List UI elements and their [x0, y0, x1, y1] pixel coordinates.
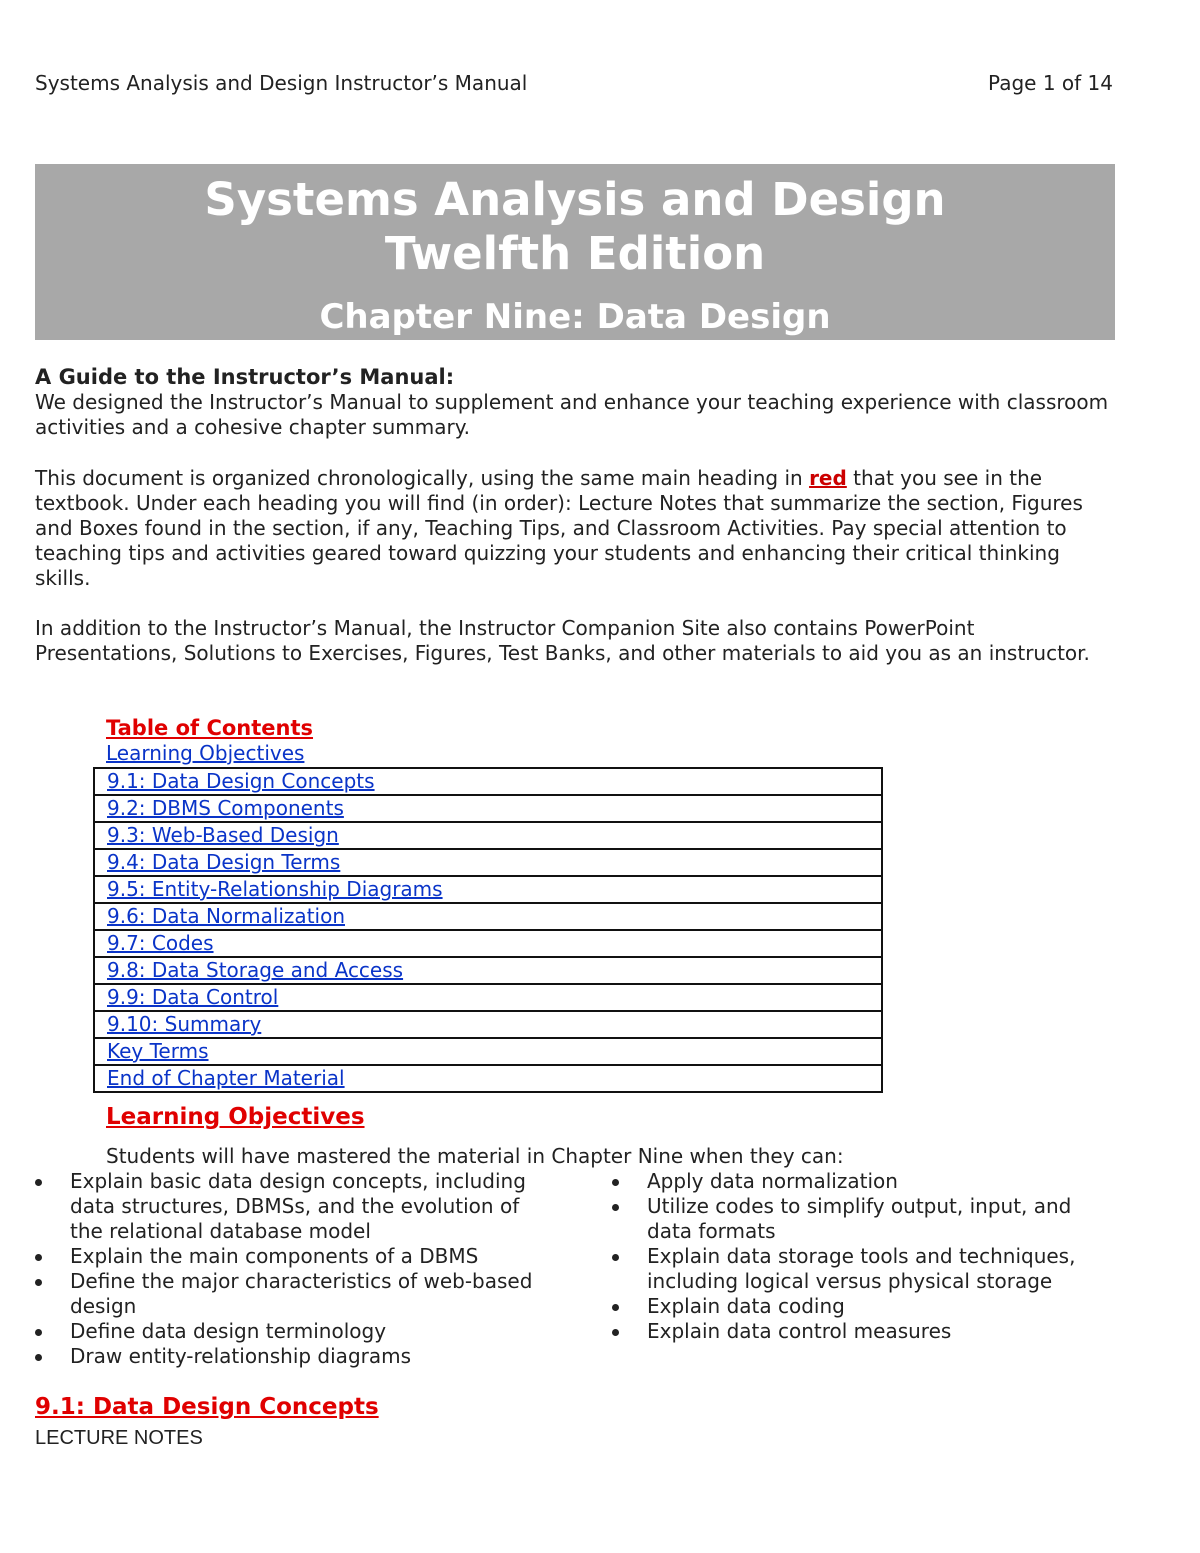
toc-link[interactable]: 9.4: Data Design Terms: [107, 850, 341, 874]
objective-text: Explain basic data design concepts, including data structures, DBMSs, and the evolution of the relational database model: [70, 1169, 526, 1243]
toc-cell: [94, 1011, 882, 1038]
toc-cell: [94, 1065, 882, 1092]
toc-link[interactable]: End of Chapter Material: [107, 1066, 345, 1090]
bullet-icon: [612, 1254, 619, 1261]
guide-p2-start: This document is organized chronologically, using the same main heading in: [35, 466, 810, 490]
objective-item: [612, 1244, 1122, 1294]
book-title: Systems Analysis and Design: [204, 173, 946, 226]
objective-item: [612, 1194, 1122, 1244]
chapter-title: Chapter Nine: Data Design: [319, 297, 831, 337]
toc-row: [94, 822, 882, 849]
toc-row: [94, 930, 882, 957]
bullet-icon: [612, 1179, 619, 1186]
objective-item: [612, 1319, 1122, 1344]
toc-table: [93, 767, 883, 1093]
toc-cell: [94, 957, 882, 984]
toc-cell: [94, 849, 882, 876]
objective-text: Explain data storage tools and techniques, including logical versus physical storage: [647, 1244, 1076, 1293]
objective-text: Draw entity-relationship diagrams: [70, 1344, 412, 1368]
toc-cell: [94, 822, 882, 849]
guide-paragraph-3: In addition to the Instructor’s Manual, the Instructor Companion Site also contains PowerPoint Presentations, Solutions to Exercises, Figures, Test Banks, and other materials to aid you as an instructor.: [35, 616, 1090, 665]
toc-cell: [94, 984, 882, 1011]
objective-text: Explain data coding: [647, 1294, 845, 1318]
toc-cell: [94, 1038, 882, 1065]
objectives-list-left: [35, 1169, 555, 1369]
bullet-icon: [612, 1304, 619, 1311]
guide-p2-end: that you see in the textbook. Under each heading you will find (in order): Lecture Notes that summarize the section, Figures and Boxes found in the section, if any, Teaching Tips, and Classroom Activities. Pay special attention to teaching tips and activities geared toward quizzing your students and enhancing their critical thinking skills.: [35, 466, 1083, 590]
objective-item: [35, 1319, 555, 1344]
toc-link[interactable]: Key Terms: [107, 1039, 209, 1063]
toc-link[interactable]: 9.8: Data Storage and Access: [107, 958, 404, 982]
title-banner: [35, 164, 1115, 340]
toc-link-learning-objectives[interactable]: Learning Objectives: [106, 741, 305, 765]
toc-row: [94, 795, 882, 822]
objective-item: [35, 1244, 555, 1269]
toc-row: [94, 1038, 882, 1065]
learning-objectives-intro: Students will have mastered the material in Chapter Nine when they can:: [106, 1144, 844, 1168]
objective-text: Utilize codes to simplify output, input, and data formats: [647, 1194, 1072, 1243]
toc-row: [94, 876, 882, 903]
objective-text: Define the major characteristics of web-based design: [70, 1269, 533, 1318]
bullet-icon: [612, 1329, 619, 1336]
bullet-icon: [35, 1179, 42, 1186]
header-manual-title: Systems Analysis and Design Instructor’s Manual: [35, 71, 528, 95]
objectives-list-right: [612, 1169, 1122, 1344]
toc-cell: [94, 903, 882, 930]
objective-text: Explain data control measures: [647, 1319, 952, 1343]
objective-text: Define data design terminology: [70, 1319, 387, 1343]
lecture-notes-label: LECTURE NOTES: [35, 1427, 203, 1449]
toc-row: [94, 768, 882, 795]
toc-link[interactable]: 9.1: Data Design Concepts: [107, 769, 375, 793]
toc-cell: [94, 768, 882, 795]
toc-row: [94, 849, 882, 876]
toc-link[interactable]: 9.2: DBMS Components: [107, 796, 344, 820]
objective-text: Explain the main components of a DBMS: [70, 1244, 479, 1268]
learning-objectives-heading: Learning Objectives: [106, 1104, 365, 1130]
toc-link[interactable]: 9.10: Summary: [107, 1012, 262, 1036]
book-edition: Twelfth Edition: [384, 227, 766, 280]
bullet-icon: [35, 1354, 42, 1361]
toc-link[interactable]: 9.7: Codes: [107, 931, 214, 955]
toc-link[interactable]: 9.5: Entity-Relationship Diagrams: [107, 877, 443, 901]
objective-text: Apply data normalization: [647, 1169, 898, 1193]
objective-item: [35, 1269, 555, 1319]
toc-link[interactable]: 9.9: Data Control: [107, 985, 279, 1009]
toc-cell: [94, 795, 882, 822]
objective-item: [35, 1344, 555, 1369]
table-of-contents: [106, 715, 884, 1090]
toc-cell: [94, 930, 882, 957]
guide-paragraph-1: We designed the Instructor’s Manual to supplement and enhance your teaching experience with classroom activities and a cohesive chapter summary.: [35, 390, 1109, 439]
toc-row: [94, 1065, 882, 1092]
bullet-icon: [35, 1254, 42, 1261]
objective-item: [35, 1169, 555, 1244]
bullet-icon: [35, 1279, 42, 1286]
bullet-icon: [612, 1204, 619, 1211]
guide-paragraph-2: [35, 466, 1115, 591]
toc-row: [94, 984, 882, 1011]
bullet-icon: [35, 1329, 42, 1336]
toc-title: Table of Contents: [106, 716, 314, 740]
red-heading-word: red: [809, 466, 847, 490]
toc-cell: [94, 876, 882, 903]
objective-item: [612, 1294, 1122, 1319]
objective-item: [612, 1169, 1122, 1194]
toc-row: [94, 903, 882, 930]
toc-link[interactable]: 9.6: Data Normalization: [107, 904, 345, 928]
page-number: Page 1 of 14: [988, 71, 1113, 95]
guide-heading: A Guide to the Instructor’s Manual:: [35, 365, 455, 389]
toc-row: [94, 1011, 882, 1038]
toc-row: [94, 957, 882, 984]
section-9-1-heading: 9.1: Data Design Concepts: [35, 1394, 379, 1420]
toc-link[interactable]: 9.3: Web-Based Design: [107, 823, 339, 847]
